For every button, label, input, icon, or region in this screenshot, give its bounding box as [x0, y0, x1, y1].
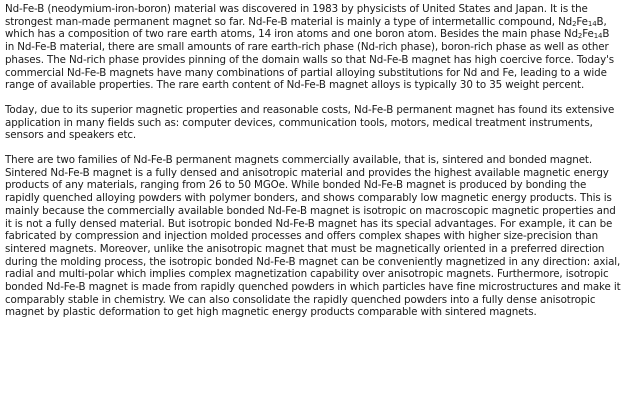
chemical-formula: $Nd_2Fe_{14}B$ — [558, 15, 604, 28]
composition-text: , which has a composition of two rare earth atoms, 14 iron atoms and one boron atom. Besides the main phase — [5, 15, 607, 41]
phases-text: in Nd-Fe-B material, there are small amounts of rare earth-rich phase (Nd-rich phase), boron-rich phase as well as other phases. The Nd-rich phase provides pinning of the domain walls so that Nd-Fe-B magnet has high coercive force. Today's commercial Nd-Fe-B magnets have many combinations of partial alloying substitutions for Nd and Fe, leading to a wide range of available properties. The rare earth content of Nd-Fe-B magnet alloys is typically 30 to 35 weight percent. — [5, 41, 615, 92]
chemical-formula: $Nd_2Fe_{14}B$ — [563, 28, 610, 41]
paragraph-magnet-families: There are two families of Nd-Fe-B permanent magnets commercially available, that is, sintered and bonded magnet. Sintered Nd-Fe-B magnet is a fully densed and anisotropic material and provides the highest available magnetic energy products of any materials, ranging from 26 to 50 MGOe. While bonded Nd-Fe-B magnet is produced by bonding the rapidly quenched alloying powders with polymer bonders, and shows comparably low magnetic energy products. This is mainly because the commercially available bonded Nd-Fe-B magnet is isotropic on macroscopic magnetic properties and it is not a fully densed material. But isotropic bonded Nd-Fe-B magnet has its special advantages. For example, it can be fabricated by compression and injection molded processes and offers complex shapes with higher size-precision than sintered magnets. Moreover, unlike the anisotropic magnet that must be magnetically oriented in a preferred direction during the molding process, the isotropic bonded Nd-Fe-B magnet can be conveniently magnetized in any direction: axial, radial and multi-polar which implies complex magnetization capability over anisotropic magnets. Furthermore, isotropic bonded Nd-Fe-B magnet is made from rapidly quenched powders in which particles have fine microstructures and make it comparably stable in chemistry. We can also consolidate the rapidly quenched powders into a fully dense anisotropic magnet by plastic deformation to get high magnetic energy products comparable with sintered magnets. — [5, 154, 621, 319]
paragraph-applications: Today, due to its superior magnetic properties and reasonable costs, Nd-Fe-B permanent magnet has found its extensive application in many fields such as: computer devices, communication tools, motors, medical treatment instruments, sensors and speakers etc. — [5, 103, 615, 142]
intro-text: Nd-Fe-B (neodymium-iron-boron) material was discovered in 1983 by physicists of United States and Japan. It is the strongest man-made permanent magnet so far. Nd-Fe-B material is mainly a type of intermetallic compound, — [5, 3, 588, 28]
paragraph-introduction — [5, 3, 621, 92]
document-body — [5, 3, 621, 319]
